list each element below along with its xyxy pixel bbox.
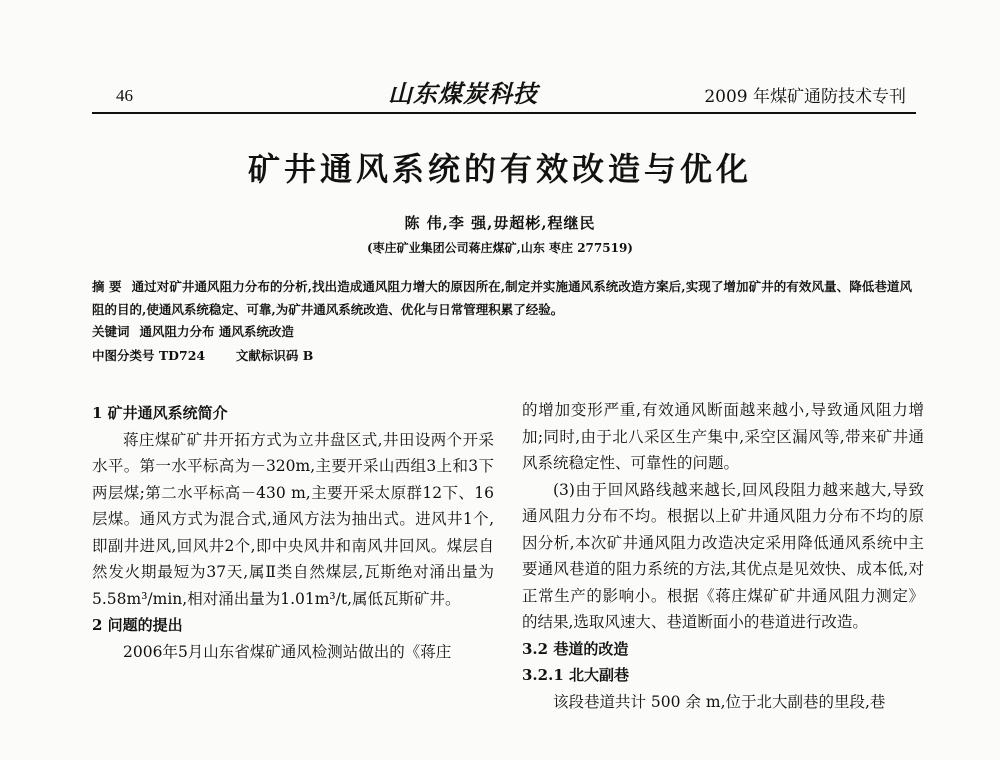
subsection-heading-3-2: 3.2 巷道的改造 [522, 639, 629, 658]
section-heading-1: 1 矿井通风系统简介 [92, 404, 228, 422]
abstract-text: 通过对矿井通风阻力分布的分析,找出造成通风阻力增大的原因所在,制定并实施通风系统改造方案后,实现了增加矿井的有效风量、降低巷道风阻的目的,使通风系统稳定、可靠,为矿井通风系统改造、优化与日常管理积累了经验。 [92, 279, 912, 317]
right-paragraph-1: 的增加变形严重,有效通风断面越来越小,导致通风阻力增加;同时,由于北八采区生产集中,采空区漏风等,带来矿井通风系统稳定性、可靠性的问题。 [522, 401, 924, 472]
right-column [522, 397, 924, 715]
page-header [88, 70, 916, 114]
subsection-heading-3-2-1: 3.2.1 北大副巷 [522, 666, 629, 684]
section-heading-2: 2 问题的提出 [92, 616, 183, 634]
abstract [92, 275, 912, 321]
document-code-label: 文献标识码 [235, 348, 299, 363]
author-list: 陈 伟,李 强,毋超彬,程继民 [404, 214, 596, 232]
section-1-body: 蒋庄煤矿矿井开拓方式为立井盘区式,井田设两个开采水平。第一水平标高为－320m,主要开采山西组3上和3下两层煤;第二水平标高－430 m,主要开采太原群12下、16层煤。通风方式为混合式,通风方法为抽出式。进风井1个,即副井进风,回风井2个,即中央风井和南风井回风。煤层自然发火期最短为37天,属Ⅱ类自然煤层,瓦斯绝对涌出量为5.58m³/min,相对涌出量为1.01m³/t,属低瓦斯矿井。 [92, 430, 494, 608]
keywords-text: 通风阻力分布 通风系统改造 [139, 324, 294, 339]
classification-label: 中图分类号 [92, 348, 155, 363]
keywords-label: 关键词 [92, 324, 130, 339]
left-column [92, 400, 494, 665]
issue-label: 2009 年煤矿通防技术专刊 [704, 87, 906, 107]
right-paragraph-3: 该段巷道共计 500 余 m,位于北大副巷的里段,巷 [553, 692, 886, 711]
author-affiliation: (枣庄矿业集团公司蒋庄煤矿,山东 枣庄 277519) [367, 241, 633, 255]
right-paragraph-2: (3)由于回风路线越来越长,回风段阻力越来越大,导致通风阻力分布不均。根据以上矿井通风阻力分布不均的原因分析,本次矿井通风阻力改造决定采用降低通风系统中主要通风巷道的阻力系统的方法,其优点是见效快、成本低,对正常生产的影响小。根据《蒋庄煤矿矿井通风阻力测定》的结果,选取风速大、巷道断面小的巷道进行改造。 [522, 480, 924, 631]
keywords-line [92, 322, 294, 340]
abstract-label: 摘 要 [92, 279, 122, 294]
section-2-body: 2006年5月山东省煤矿通风检测站做出的《蒋庄 [123, 642, 452, 661]
header-rule [92, 112, 916, 114]
classification-value: TD724 [158, 348, 206, 363]
paper-title: 矿井通风系统的有效改造与优化 [247, 150, 752, 188]
journal-name: 山东煤炭科技 [388, 79, 538, 108]
classification-line [92, 346, 313, 364]
document-code-value: B [302, 348, 314, 363]
page-number: 46 [116, 86, 133, 105]
